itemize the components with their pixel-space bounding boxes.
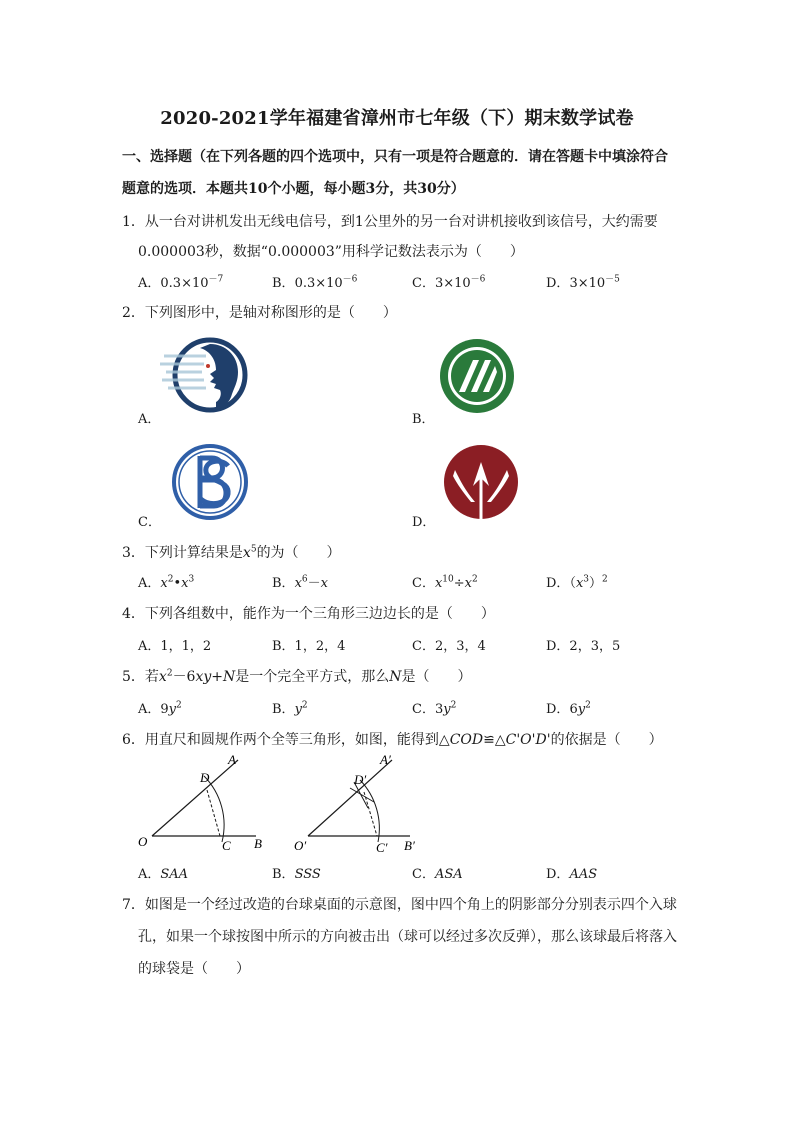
q5-stem: [122, 666, 472, 686]
angle-figure-original: [132, 750, 272, 854]
stem-text: 的依据是（ ）: [550, 732, 663, 748]
q1-stem-line2: 0.000003秒，数据“0.000003”用科学记数法表示为（ ）: [138, 244, 524, 260]
operator: +: [211, 669, 224, 685]
variable: x: [464, 576, 472, 591]
q3-option-d: [546, 572, 608, 591]
option-label: B．: [272, 576, 295, 591]
option-value: ASA: [434, 867, 463, 882]
option-value: SSS: [294, 867, 321, 882]
q4-option-b: B．1，2，4: [272, 639, 346, 654]
option-label: A．: [138, 276, 161, 291]
q2-option-c: C．: [138, 515, 161, 530]
q3-option-a: [138, 572, 194, 591]
q4-option-a: A．1，1，2: [138, 639, 212, 654]
option-label: B．: [272, 702, 295, 717]
exponent: 2: [167, 574, 174, 585]
label-d: D: [200, 770, 210, 785]
q4-option-c: C．2，3，4: [412, 639, 486, 654]
q2-option-d: D．: [412, 515, 436, 530]
q5-option-a: [138, 698, 182, 717]
q6-option-c: [412, 863, 463, 882]
option-label: D．: [546, 702, 570, 717]
q6-option-d: [546, 863, 597, 882]
option-exponent: －6: [342, 274, 358, 285]
congruence-symbol: ≌△: [483, 732, 506, 748]
logo-d-tree-icon: [441, 442, 521, 522]
angle-figure-copy: [292, 750, 432, 854]
label-a: A: [228, 752, 236, 767]
label-b: B: [254, 836, 262, 851]
variable: x: [181, 576, 189, 591]
option-base: 3×10: [434, 276, 471, 291]
variable: x: [320, 576, 328, 591]
exponent: 2: [585, 700, 591, 711]
label-c-prime: C′: [376, 840, 388, 854]
q5-option-c: [412, 698, 456, 717]
label-o: O: [138, 834, 148, 849]
logo-b-stripes-icon: [437, 336, 517, 416]
exponent: 2: [166, 668, 173, 679]
q1-option-b: [272, 272, 357, 291]
option-label: D．: [546, 867, 570, 882]
q2-option-b: B．: [412, 412, 435, 427]
label-b-prime: B′: [404, 838, 415, 853]
operator: ÷: [453, 576, 465, 591]
triangle-name: COD: [449, 732, 484, 748]
variable: x: [160, 576, 168, 591]
option-label: B．: [272, 867, 295, 882]
option-base: 0.3×10: [160, 276, 209, 291]
label-a-prime: A′: [380, 752, 391, 767]
coefficient: 9: [160, 702, 169, 717]
paren: （: [569, 576, 576, 591]
q3-option-b: [272, 572, 328, 591]
variable: y: [294, 702, 302, 717]
option-value: AAS: [569, 867, 598, 882]
q1-option-d: [546, 272, 620, 291]
q1-stem-line1: 1．从一台对讲机发出无线电信号，到1公里外的另一台对讲机接收到该信号，大约需要: [122, 214, 658, 230]
q5-option-d: [546, 698, 591, 717]
exponent: 6: [301, 574, 308, 585]
page-title: 2020-2021学年福建省漳州市七年级（下）期末数学试卷: [160, 108, 634, 129]
coefficient: 3: [434, 702, 444, 717]
exponent: 2: [176, 700, 182, 711]
q5-option-b: [272, 698, 308, 717]
coefficient: 6: [569, 702, 578, 717]
q2-stem: 2．下列图形中，是轴对称图形的是（ ）: [122, 305, 397, 321]
q1-option-a: [138, 272, 223, 291]
stem-text: 的为（ ）: [256, 545, 341, 561]
variable: x: [434, 576, 443, 591]
exponent: 2: [301, 700, 308, 711]
q3-option-c: [412, 572, 478, 591]
operator: •: [173, 576, 182, 591]
option-value: SAA: [160, 867, 189, 882]
option-exponent: －7: [208, 274, 224, 285]
option-label: B．: [272, 276, 295, 291]
stem-text: 6．用直尺和圆规作两个全等三角形，如图，能得到△: [122, 732, 450, 748]
variable: y: [168, 702, 177, 717]
logo-a-face-icon: [160, 336, 250, 416]
logo-c-monogram-icon: [170, 444, 250, 520]
paren: ）: [589, 576, 603, 591]
exponent: 2: [602, 574, 608, 585]
variable: y: [577, 702, 586, 717]
option-label: C．: [412, 576, 435, 591]
variable: N: [223, 669, 236, 685]
option-exponent: －5: [605, 274, 620, 285]
triangle-name: C'O'D': [505, 732, 551, 748]
option-label: D．: [546, 276, 570, 291]
label-d-prime: D′: [354, 772, 367, 787]
q1-option-c: [412, 272, 485, 291]
q7-stem-line1: 7．如图是一个经过改造的台球桌面的示意图，图中四个角上的阴影部分分别表示四个入球: [122, 897, 677, 913]
exponent: 3: [583, 574, 590, 585]
q6-option-a: [138, 863, 188, 882]
option-label: C．: [412, 702, 435, 717]
option-label: D．: [546, 576, 570, 591]
option-label: C．: [412, 867, 435, 882]
option-base: 0.3×10: [294, 276, 343, 291]
stem-text: 5．若: [122, 669, 159, 685]
q7-stem-line2: 孔，如果一个球按图中所示的方向被击出（球可以经过多次反弹），那么该球最后将落入: [138, 929, 677, 945]
label-c: C: [222, 838, 231, 853]
stem-text: 是一个完全平方式，那么: [235, 669, 390, 685]
section-header-line2: 题意的选项．本题共10个小题，每小题3分，共30分）: [122, 181, 465, 197]
operator: －: [307, 576, 321, 591]
stem-text: 3．下列计算结果是: [122, 545, 243, 561]
variable: x: [158, 669, 167, 685]
option-base: 3×10: [569, 276, 606, 291]
variable: y: [443, 702, 451, 717]
operator: －6: [172, 669, 196, 685]
stem-text: 是（ ）: [401, 669, 472, 685]
option-exponent: －6: [470, 274, 486, 285]
exponent: 3: [188, 574, 195, 585]
exponent: 5: [250, 544, 257, 555]
option-label: A．: [138, 576, 161, 591]
option-label: A．: [138, 702, 161, 717]
q6-option-b: [272, 863, 321, 882]
q7-stem-line3: 的球袋是（ ）: [138, 961, 250, 977]
q2-option-a: A．: [138, 412, 161, 427]
variable: xy: [195, 669, 212, 685]
section-header-line1: 一、选择题（在下列各题的四个选项中，只有一项是符合题意的．请在答题卡中填涂符合: [122, 149, 668, 165]
exponent: 2: [472, 574, 478, 585]
q3-stem: [122, 542, 341, 562]
q6-stem: [122, 729, 663, 749]
exponent: 10: [442, 574, 454, 585]
variable: N: [389, 669, 402, 685]
q4-stem: 4．下列各组数中，能作为一个三角形三边边长的是（ ）: [122, 606, 495, 622]
label-o-prime: O′: [294, 838, 307, 853]
option-label: A．: [138, 867, 161, 882]
exponent: 2: [450, 700, 457, 711]
variable: x: [575, 576, 584, 591]
variable: x: [294, 576, 302, 591]
q4-option-d: D．2，3，5: [546, 639, 621, 654]
variable: x: [242, 545, 251, 561]
option-label: C．: [412, 276, 435, 291]
